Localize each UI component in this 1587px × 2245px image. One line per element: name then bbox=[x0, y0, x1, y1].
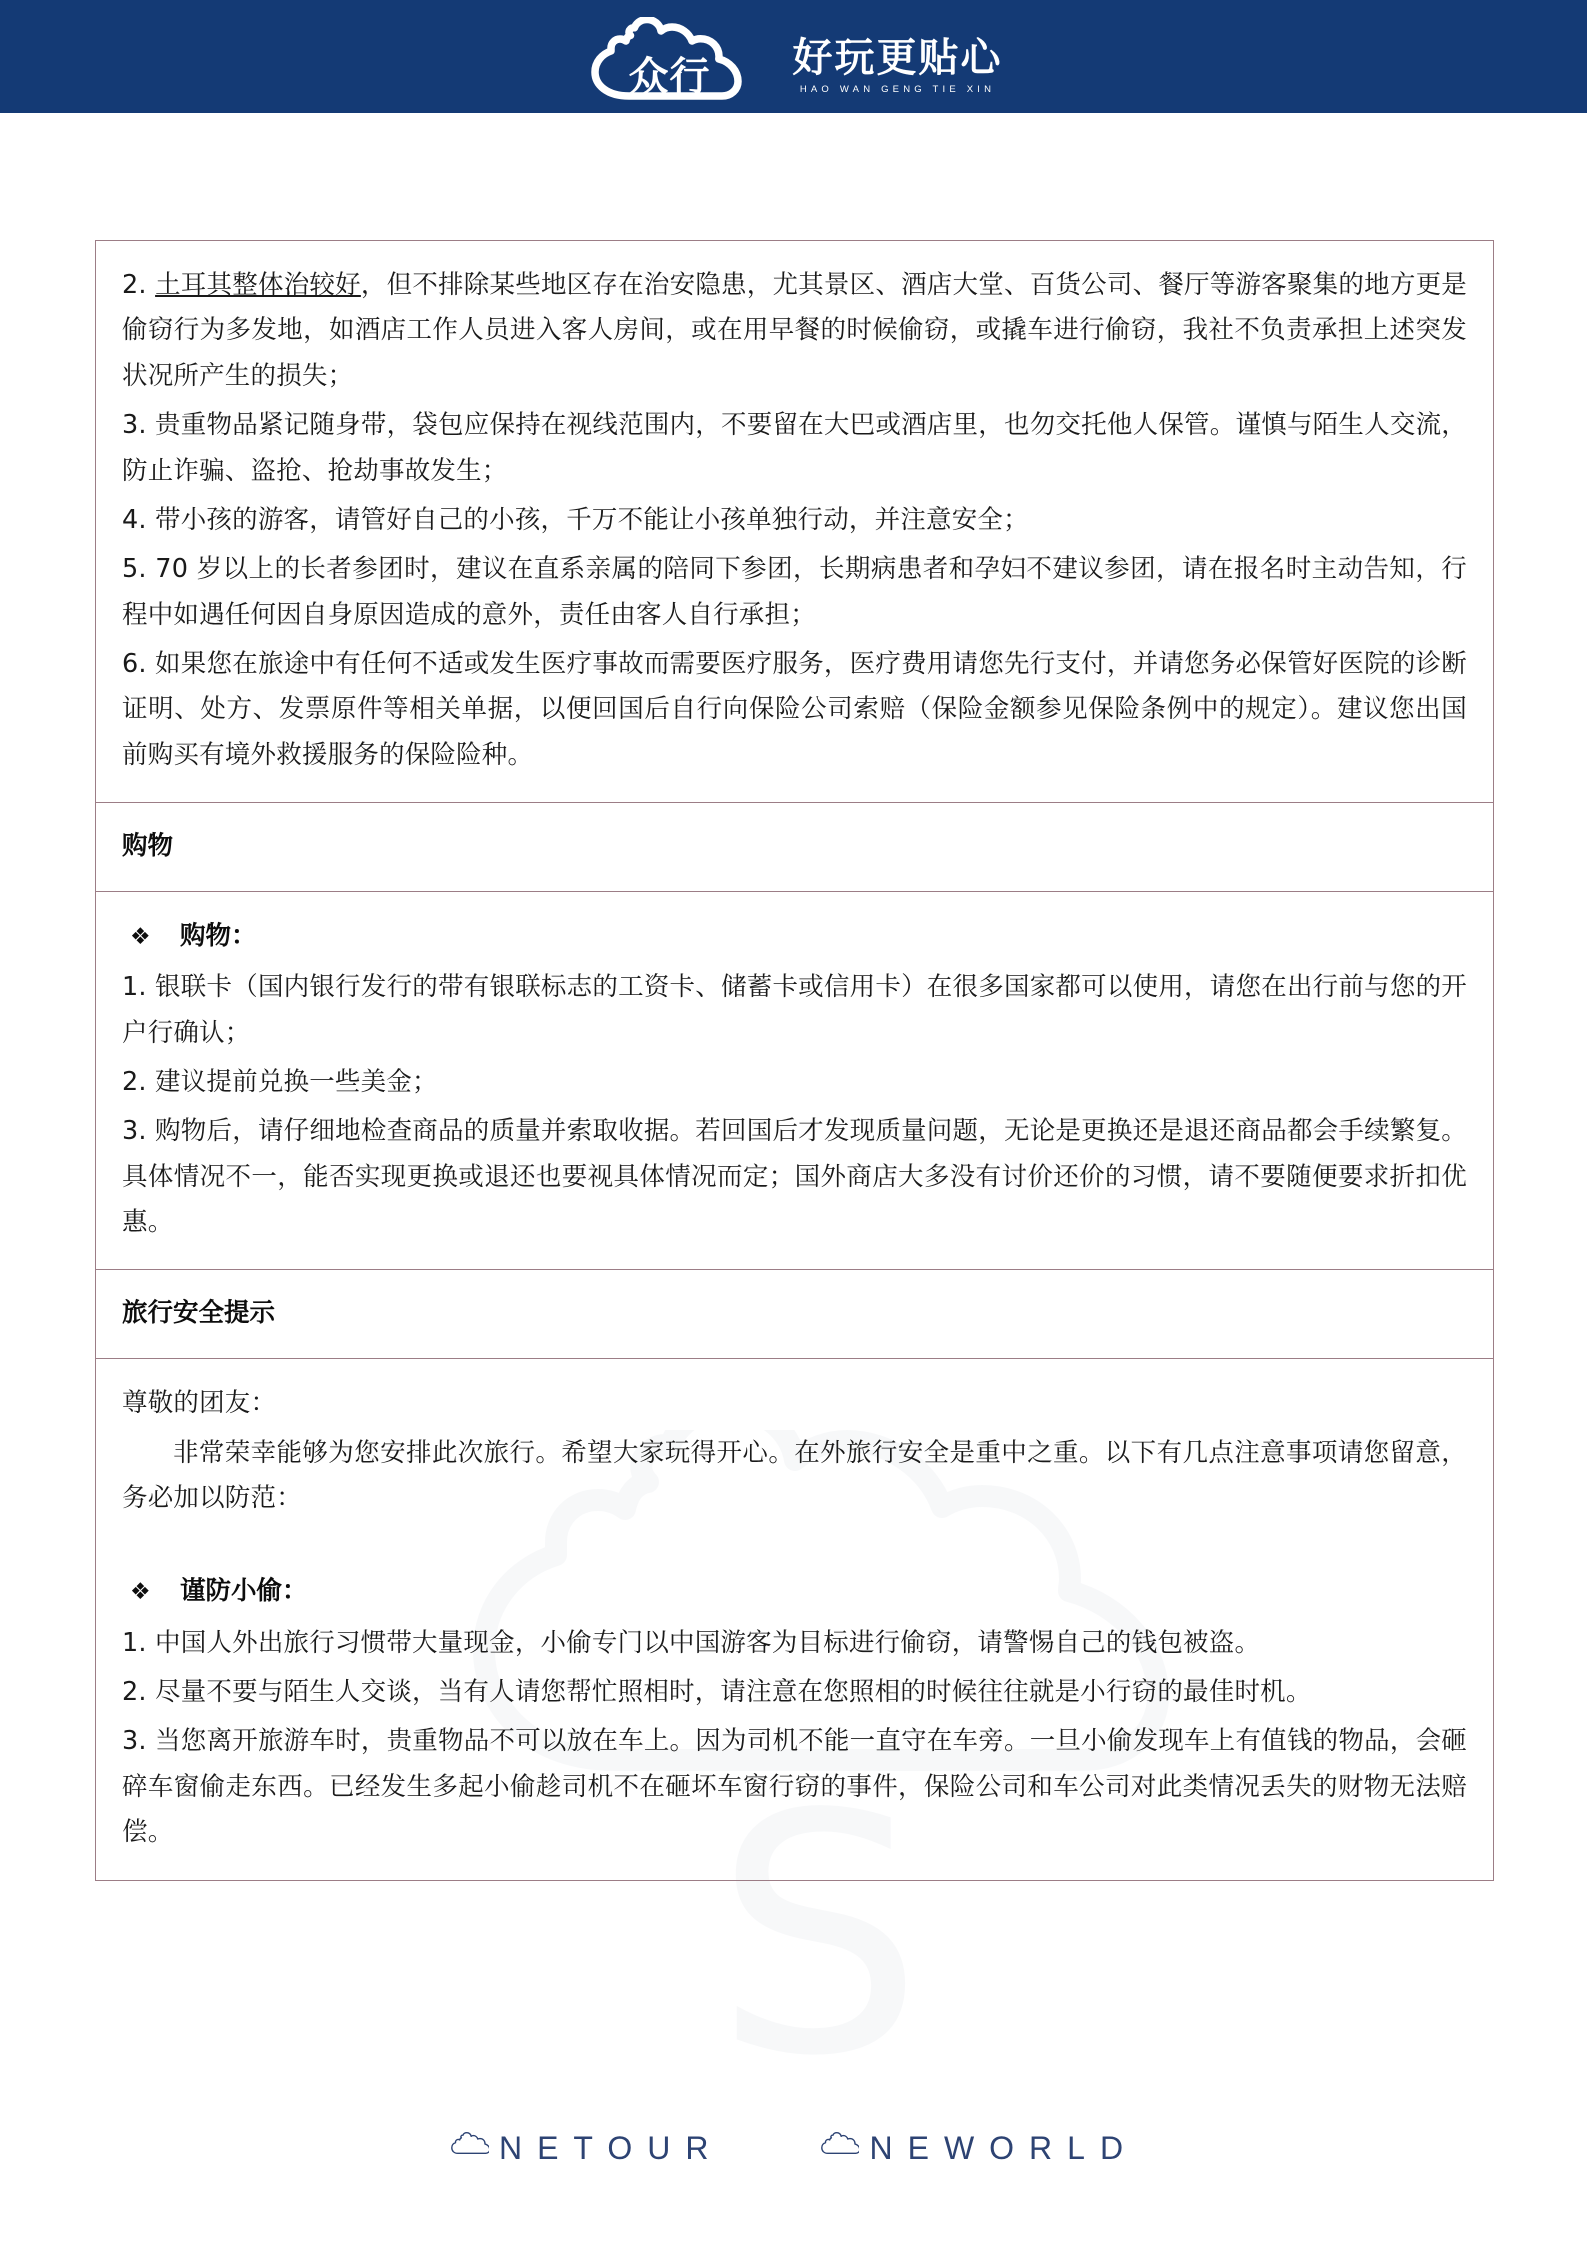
paragraph-greeting: 尊敬的团友： bbox=[122, 1388, 277, 1419]
logo-tagline-cn: 好玩更贴心 bbox=[792, 35, 1003, 81]
logo-brand-text: 众行 bbox=[628, 53, 711, 100]
document-table bbox=[95, 240, 1494, 1881]
cell-travel-safety-body bbox=[96, 1359, 1493, 1879]
table-row-shopping-heading bbox=[96, 803, 1493, 892]
footer-text-neworld: NEWORLD bbox=[869, 2130, 1139, 2166]
bullet-theft-label: 谨防小偷： bbox=[180, 1576, 308, 1607]
paragraph-spacer bbox=[122, 1525, 1467, 1569]
logo-tagline-pinyin: HAO WAN GENG TIE XIN bbox=[799, 84, 996, 95]
cell-shopping-body bbox=[96, 892, 1493, 1270]
cell-travel-safety-heading bbox=[96, 1270, 1493, 1358]
table-row-travel-safety-body bbox=[96, 1359, 1493, 1879]
logo-tagline-block bbox=[792, 35, 1003, 101]
bullet-shopping bbox=[122, 914, 1467, 959]
paragraph-shop-1: 1. 银联卡（国内银行发行的带有银联标志的工资卡、储蓄卡或信用卡）在很多国家都可以使用，请您在出行前与您的开户行确认； bbox=[122, 972, 1467, 1048]
paragraph-theft-3: 3. 当您离开旅游车时，贵重物品不可以放在车上。因为司机不能一直守在车旁。一旦小偷发现车上有值钱的物品，会砸碎车窗偷走东西。已经发生多起小偷趁司机不在砸坏车窗行窃的事件，保险公司和车公司对此类情况丢失的财物无法赔偿。 bbox=[122, 1726, 1467, 1848]
paragraph-shop-2: 2. 建议提前兑换一些美金； bbox=[122, 1066, 438, 1097]
item-2-number: 2. bbox=[122, 270, 147, 300]
item-2-rest: ，但不排除某些地区存在治安隐患，尤其景区、酒店大堂、百货公司、餐厅等游客聚集的地方更是偷窃行为多发地，如酒店工作人员进入客人房间，或在用早餐的时候偷窃，或撬车进行偷窃，我社不负责承担上述突发状况所产生的损失； bbox=[122, 270, 1467, 391]
paragraph-theft-1: 1. 中国人外出旅行习惯带大量现金，小偷专门以中国游客为目标进行偷窃，请警惕自己的钱包被盗。 bbox=[122, 1627, 1261, 1658]
paragraph-item-4: 4. 带小孩的游客，请管好自己的小孩，千万不能让小孩单独行动，并注意安全； bbox=[122, 504, 1029, 535]
footer-brand-netour bbox=[449, 2130, 724, 2167]
page-header bbox=[0, 0, 1587, 113]
cell-safety-continued bbox=[96, 241, 1493, 802]
item-2-underlined: 土耳其整体治较好 bbox=[155, 270, 361, 300]
diamond-bullet-icon: ❖ bbox=[130, 923, 151, 950]
svg-text:S: S bbox=[713, 1744, 923, 2128]
cloud-icon bbox=[449, 2131, 489, 2167]
page-footer bbox=[0, 2130, 1587, 2167]
cloud-logo-icon bbox=[585, 17, 775, 101]
section-title-shopping: 购物 bbox=[122, 831, 174, 862]
paragraph-item-3: 3. 贵重物品紧记随身带，袋包应保持在视线范围内，不要留在大巴或酒店里，也勿交托他人保管。谨慎与陌生人交流，防止诈骗、盗抢、抢劫事故发生； bbox=[122, 410, 1467, 486]
table-row-travel-safety-heading bbox=[96, 1270, 1493, 1359]
table-row-shopping-body bbox=[96, 892, 1493, 1271]
footer-brand-neworld bbox=[819, 2130, 1138, 2167]
cell-shopping-heading bbox=[96, 803, 1493, 891]
cloud-icon bbox=[819, 2131, 859, 2167]
paragraph-item-6: 6. 如果您在旅途中有任何不适或发生医疗事故而需要医疗服务，医疗费用请您先行支付，并请您务必保管好医院的诊断证明、处方、发票原件等相关单据，以便回国后自行向保险公司索赔（保险金额参见保险条例中的规定）。建议您出国前购买有境外救援服务的保险险种。 bbox=[122, 649, 1467, 770]
paragraph-item-5: 5. 70 岁以上的长者参团时，建议在直系亲属的陪同下参团，长期病患者和孕妇不建议参团，请在报名时主动告知，行程中如遇任何因自身原因造成的意外，责任由客人自行承担； bbox=[122, 554, 1467, 630]
diamond-bullet-icon: ❖ bbox=[130, 1579, 151, 1606]
paragraph-intro: 非常荣幸能够为您安排此次旅行。希望大家玩得开心。在外旅行安全是重中之重。以下有几点注意事项请您留意，务必加以防范： bbox=[122, 1437, 1467, 1513]
brand-logo bbox=[585, 17, 1003, 101]
paragraph-shop-3: 3. 购物后，请仔细地检查商品的质量并索取收据。若回国后才发现质量问题，无论是更换还是退还商品都会手续繁复。具体情况不一，能否实现更换或退还也要视具体情况而定；国外商店大多没有讨价还价的习惯，请不要随便要求折扣优惠。 bbox=[122, 1116, 1467, 1238]
paragraph-item-2 bbox=[122, 263, 1467, 399]
bullet-shopping-label: 购物： bbox=[180, 920, 257, 951]
footer-text-netour: NETOUR bbox=[498, 2130, 724, 2166]
bullet-theft bbox=[122, 1569, 1467, 1614]
paragraph-theft-2: 2. 尽量不要与陌生人交谈，当有人请您帮忙照相时，请注意在您照相的时候往往就是小行窃的最佳时机。 bbox=[122, 1677, 1312, 1707]
table-row-safety-continued bbox=[96, 241, 1493, 803]
section-title-travel-safety: 旅行安全提示 bbox=[122, 1298, 276, 1329]
